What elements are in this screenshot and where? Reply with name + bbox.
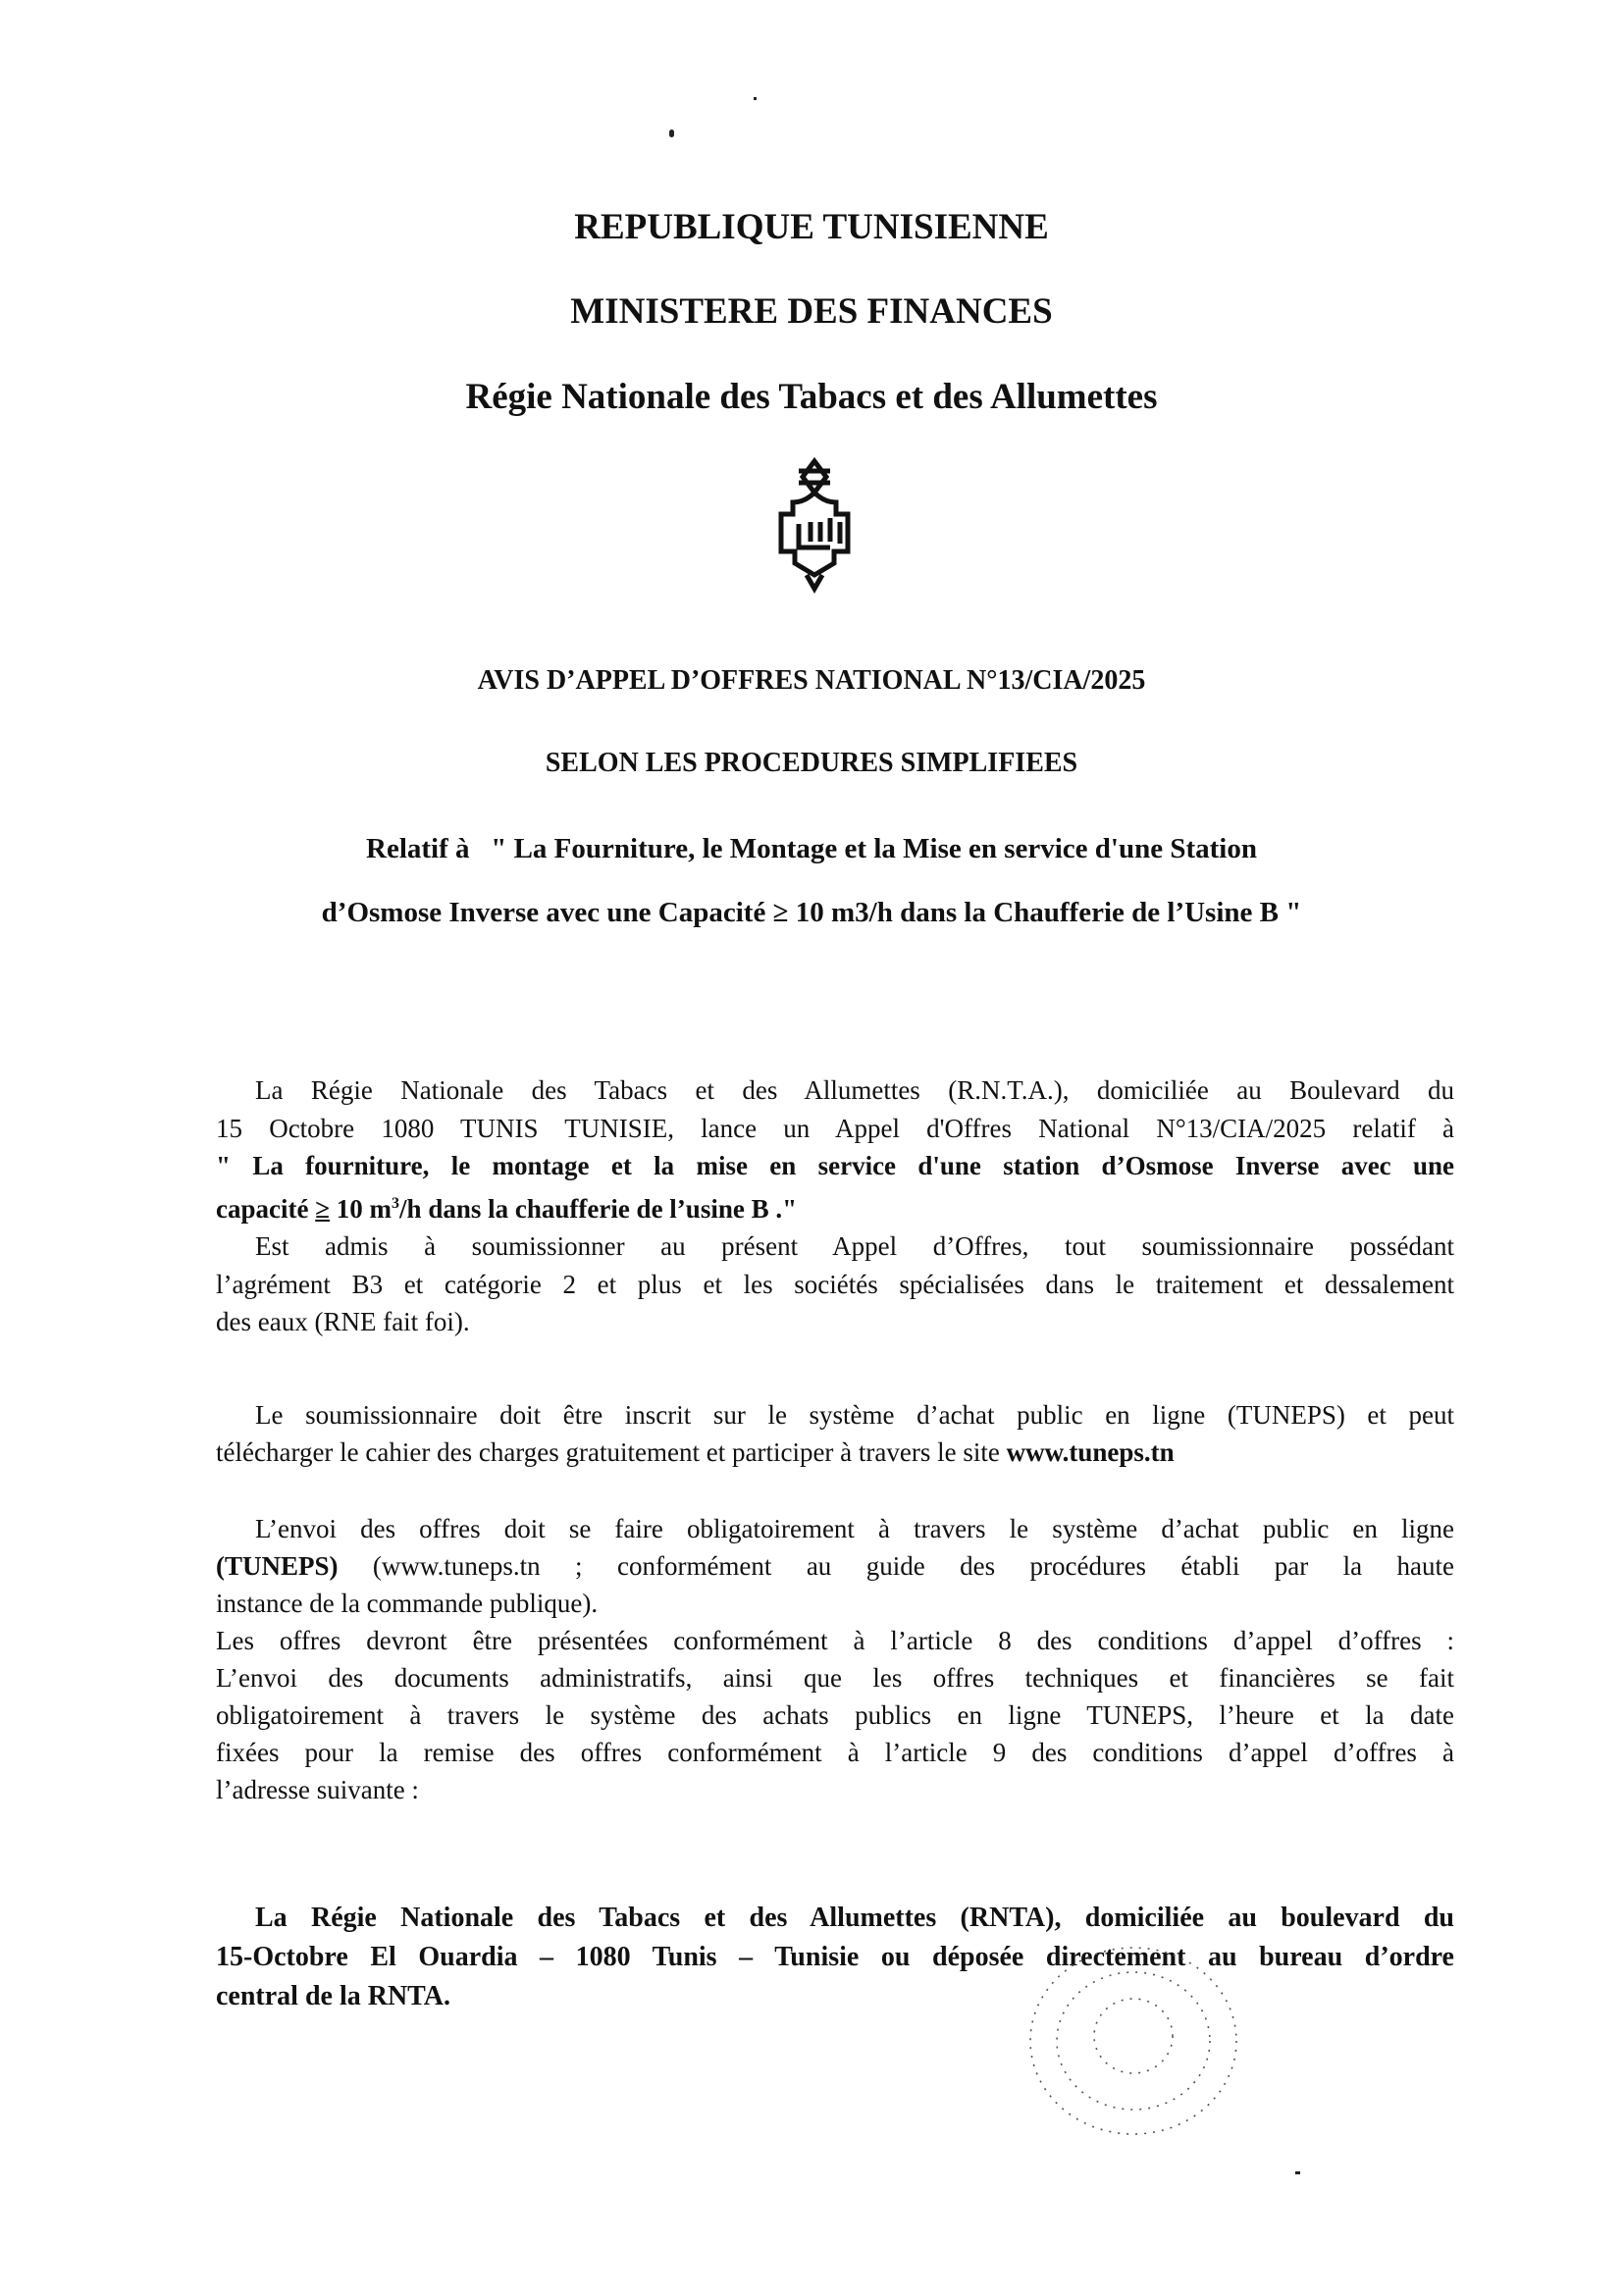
intro-line-bold: " La fourniture, le montage et la mise en service d'une station d’Osmose Inverse avec une — [216, 1151, 1454, 1180]
submission-text: (www.tuneps.tn ; conformément au guide des procédures établi par la haute — [338, 1551, 1454, 1581]
agency-heading: Régie Nationale des Tabacs et des Allumettes — [465, 377, 1158, 417]
scan-speck — [669, 130, 674, 137]
paragraph-intro — [216, 1071, 1454, 1341]
registration-line — [216, 1434, 1454, 1471]
submission-line: obligatoirement à travers le système des achats publics en ligne TUNEPS, l’heure et la date — [216, 1700, 1454, 1730]
eligibility-line: l’agrément B3 et catégorie 2 et plus et les sociétés spécialisées dans le traitement et dessalement — [216, 1269, 1454, 1299]
intro-line-bold — [216, 1185, 1454, 1228]
submission-line: Les offres devront être présentées conformément à l’article 8 des conditions d’appel d’offres : — [216, 1626, 1454, 1655]
scan-speck — [754, 97, 757, 100]
submission-line: l’adresse suivante : — [216, 1775, 419, 1804]
tuneps-link[interactable]: www.tuneps.tn — [1006, 1437, 1175, 1467]
submission-line: fixées pour la remise des offres conformément à l’article 9 des conditions d’appel d’offres à — [216, 1738, 1454, 1767]
notice-title: AVIS D’APPEL D’OFFRES NATIONAL N°13/CIA/2025 — [477, 665, 1146, 696]
eligibility-line: des eaux (RNE fait foi). — [216, 1307, 470, 1336]
cube-superscript: 3 — [392, 1194, 400, 1212]
capacity-rest: /h dans la chaufferie de l’usine B ." — [399, 1193, 798, 1224]
geq-symbol: ≥ — [315, 1193, 331, 1224]
submission-line: instance de la commande publique). — [216, 1589, 599, 1618]
capacity-value: 10 m — [330, 1193, 393, 1224]
submission-line: L’envoi des documents administratifs, ainsi que les offres techniques et financières se fait — [216, 1663, 1454, 1693]
registration-text: télécharger le cahier des charges gratuitement et participer à travers le site — [216, 1437, 1007, 1467]
paragraph-submission — [216, 1510, 1454, 1808]
paragraph-address — [216, 1899, 1454, 2016]
ministry-heading: MINISTERE DES FINANCES — [570, 291, 1053, 332]
rnta-emblem-icon — [756, 453, 873, 600]
tuneps-bold: (TUNEPS) — [216, 1551, 339, 1581]
procedure-subtitle: SELON LES PROCEDURES SIMPLIFIEES — [545, 748, 1078, 778]
submission-line — [216, 1547, 1454, 1585]
address-line: La Régie Nationale des Tabacs et des Allumettes (RNTA), domiciliée au boulevard du — [255, 1903, 1454, 1933]
address-line: central de la RNTA. — [216, 1981, 450, 2011]
scan-speck — [1295, 2171, 1300, 2174]
registration-line: Le soumissionnaire doit être inscrit sur le système d’achat public en ligne (TUNEPS) et peut — [255, 1400, 1454, 1430]
address-line: 15-Octobre El Ouardia – 1080 Tunis – Tunisie ou déposée directement au bureau d’ordre — [216, 1942, 1454, 1972]
intro-line: La Régie Nationale des Tabacs et des Allumettes (R.N.T.A.), domiciliée au Boulevard du — [255, 1075, 1454, 1105]
paragraph-registration — [216, 1396, 1454, 1471]
intro-line: 15 Octobre 1080 TUNIS TUNISIE, lance un Appel d'Offres National N°13/CIA/2025 relatif à — [216, 1113, 1454, 1143]
submission-line: L’envoi des offres doit se faire obligatoirement à travers le système d’achat public en ligne — [255, 1514, 1454, 1543]
country-heading: REPUBLIQUE TUNISIENNE — [574, 207, 1049, 247]
official-stamp-icon — [1011, 1938, 1256, 2154]
subject-line-1: Relatif à " La Fourniture, le Montage et la Mise en service d'une Station — [366, 833, 1257, 864]
capacity-label: capacité — [216, 1193, 316, 1224]
subject-line-2: d’Osmose Inverse avec une Capacité ≥ 10 m3/h dans la Chaufferie de l’Usine B " — [321, 897, 1302, 928]
eligibility-line: Est admis à soumissionner au présent Appel d’Offres, tout soumissionnaire possédant — [255, 1231, 1454, 1261]
